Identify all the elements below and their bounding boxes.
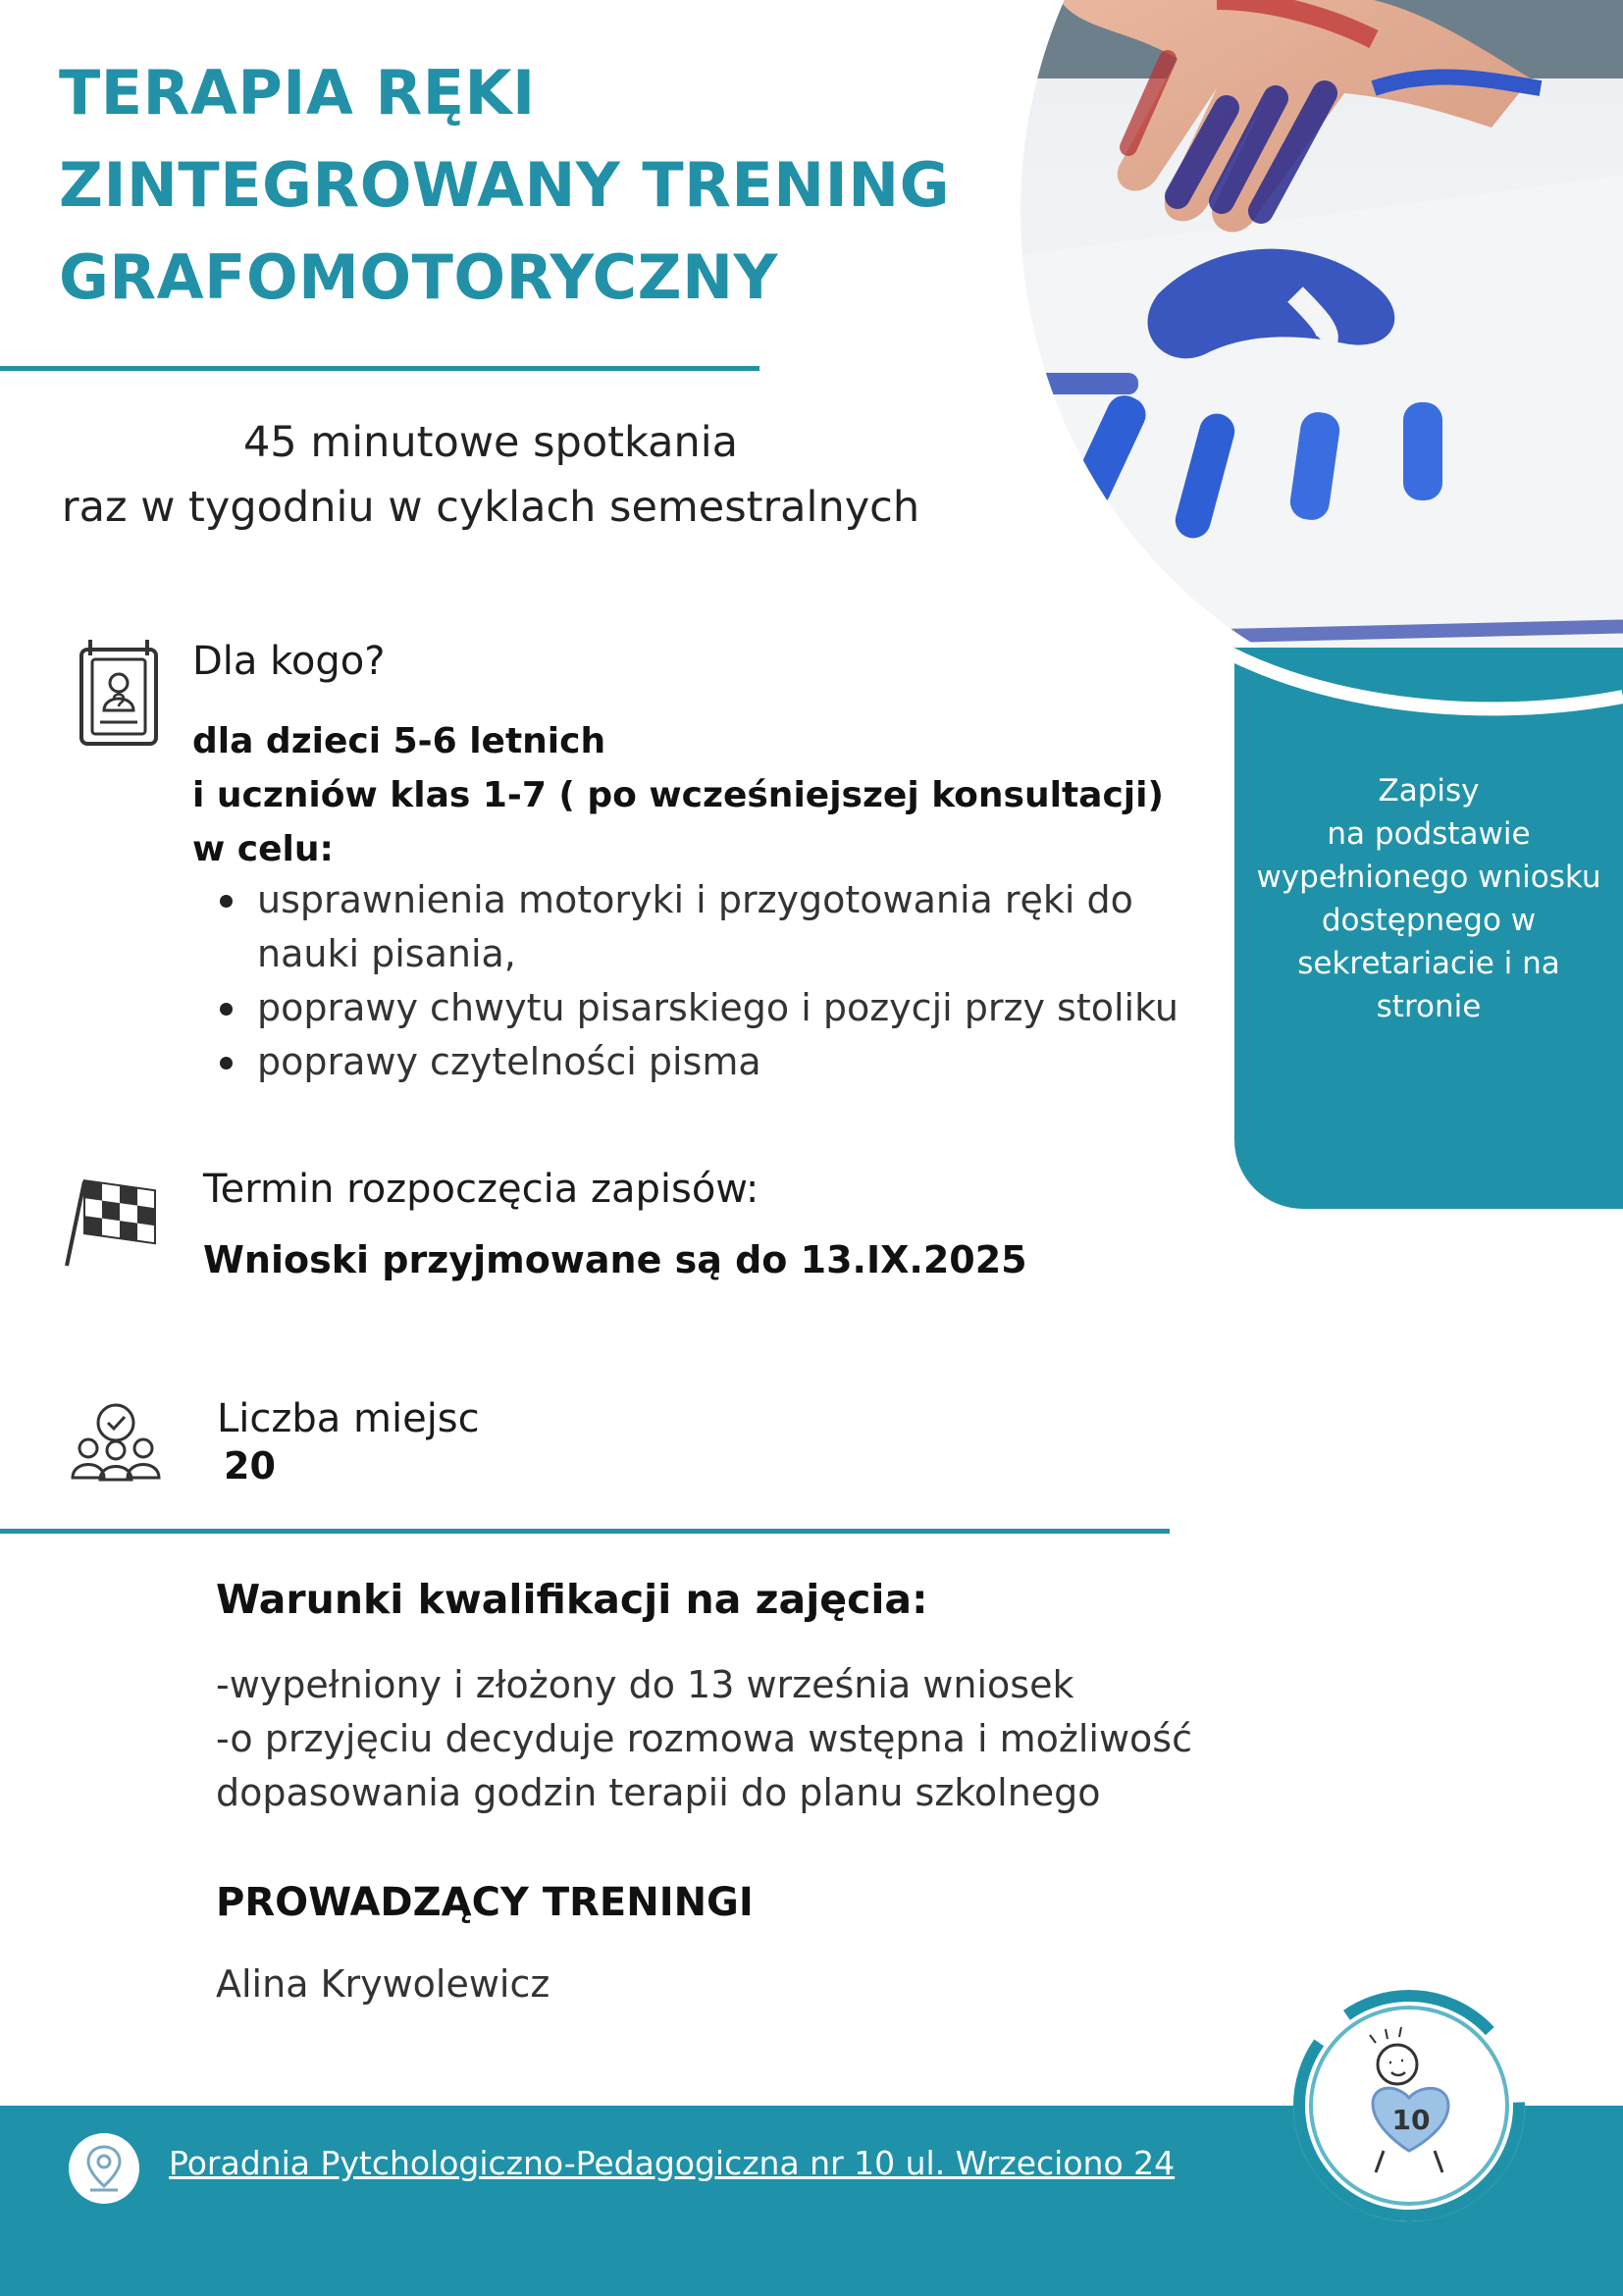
places-heading: Liczba miejsc — [217, 1396, 480, 1441]
places-value: 20 — [224, 1444, 276, 1487]
logo-number: 10 — [1391, 2104, 1431, 2136]
list-item: poprawy czytelności pisma — [220, 1035, 1178, 1089]
enrollment-line-2: na podstawie — [1327, 816, 1531, 852]
enrollment-line-6: stronie — [1376, 989, 1482, 1024]
location-pin-icon — [69, 2133, 139, 2204]
conditions-text — [216, 1658, 1192, 1820]
title-divider — [0, 366, 759, 371]
footer-address-link[interactable]: Poradnia Pytchologiczno-Pedagogiczna nr 10 ul. Wrzeciono 24 — [169, 2144, 1176, 2182]
section-divider — [0, 1529, 1170, 1534]
who-line-3: w celu: — [192, 829, 334, 869]
who-line-1: dla dzieci 5-6 letnich — [192, 721, 606, 761]
group-people-icon — [69, 1401, 163, 1482]
meetings-line-2: raz w tygodniu w cyklach semestralnych — [61, 483, 920, 532]
conditions-line-2: -o przyjęciu decyduje rozmowa wstępna i możliwość — [216, 1717, 1192, 1760]
clipboard-person-icon — [77, 636, 161, 750]
list-item: usprawnienia motoryki i przygotowania ręki do — [220, 873, 1178, 927]
who-line-2: i uczniów klas 1-7 ( po wcześniejszej konsultacji) — [192, 775, 1164, 815]
location-pin-glyph — [69, 2133, 139, 2204]
list-item-text: nauki pisania, — [257, 932, 516, 975]
logo-emblem — [1289, 1986, 1529, 2225]
conditions-line-3: dopasowania godzin terapii do planu szkolnego — [216, 1771, 1101, 1814]
leader-name: Alina Krywolewicz — [216, 1962, 550, 2006]
school-logo — [1289, 1986, 1529, 2225]
title-line-2: ZINTEGROWANY TRENING — [59, 149, 950, 221]
list-item-continuation — [220, 927, 1178, 981]
deadline-heading: Termin rozpoczęcia zapisów: — [203, 1167, 759, 1212]
title-line-3: GRAFOMOTORYCZNY — [59, 241, 778, 313]
title-line-1: TERAPIA RĘKI — [59, 57, 536, 129]
list-item: poprawy chwytu pisarskiego i pozycji przy stoliku — [220, 981, 1178, 1035]
checkered-flag-icon — [63, 1177, 161, 1268]
meetings-line-1: 45 minutowe spotkania — [242, 418, 739, 467]
enrollment-line-4: dostępnego w — [1321, 903, 1537, 938]
enrollment-line-3: wypełnionego wniosku — [1256, 860, 1601, 895]
who-heading: Dla kogo? — [192, 639, 386, 684]
meetings-info — [0, 410, 981, 540]
goals-list — [220, 873, 1178, 1089]
conditions-heading: Warunki kwalifikacji na zajęcia: — [216, 1576, 928, 1623]
deadline-text: Wnioski przyjmowane są do 13.IX.2025 — [203, 1238, 1027, 1281]
enrollment-info — [1234, 769, 1623, 1028]
leaders-heading: PROWADZĄCY TRENINGI — [216, 1880, 754, 1925]
enrollment-line-1: Zapisy — [1378, 773, 1480, 809]
conditions-line-1: -wypełniony i złożony do 13 września wniosek — [216, 1663, 1074, 1706]
who-target-group — [192, 714, 1164, 876]
page-title — [59, 47, 1021, 324]
panel-curve-divider — [1138, 589, 1623, 726]
enrollment-line-5: sekretariacie i na — [1297, 946, 1560, 981]
